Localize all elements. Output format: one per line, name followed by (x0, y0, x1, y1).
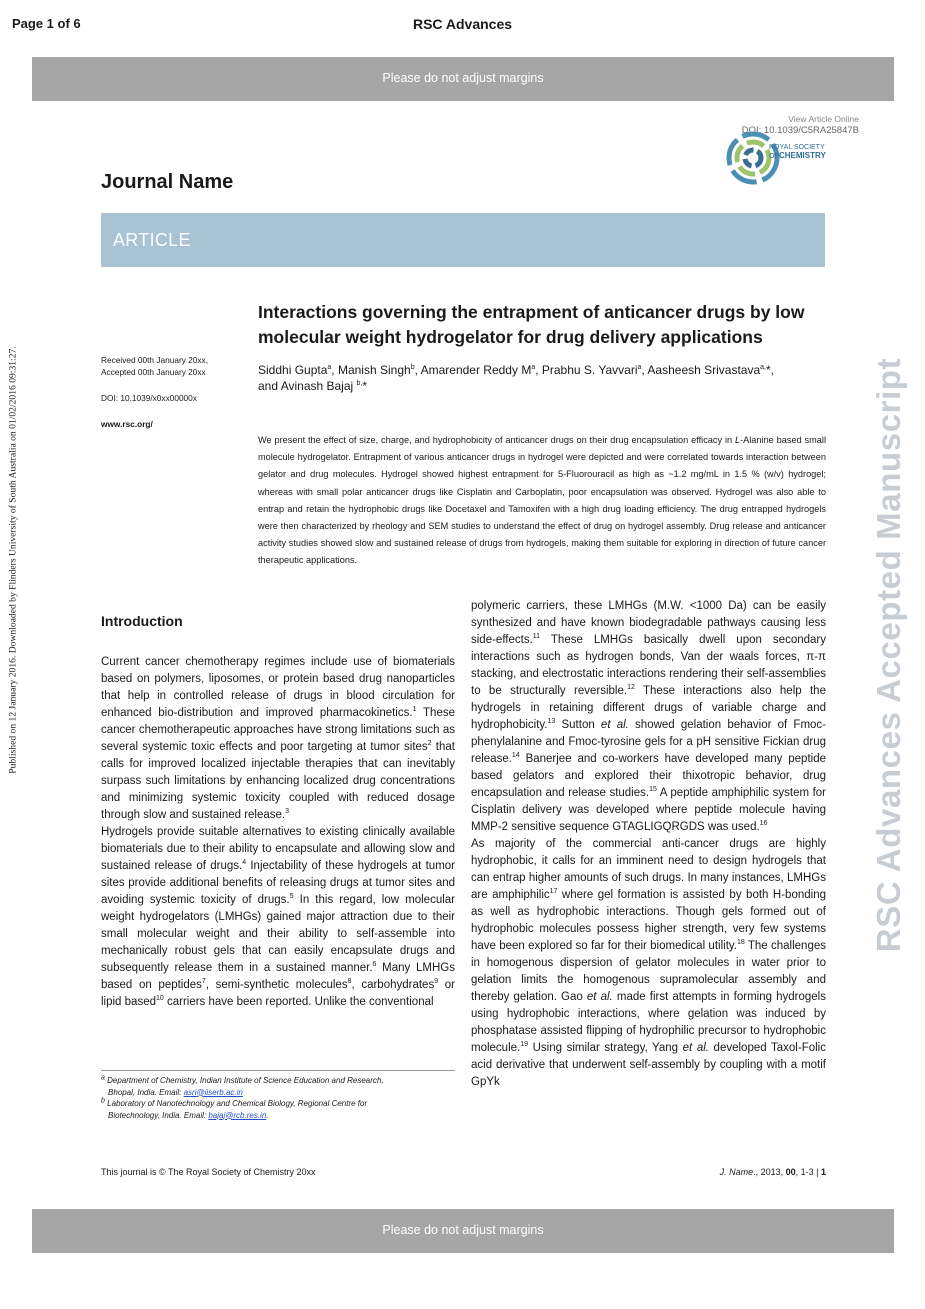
footnote-a: $^a$ Department of Chemistry, Indian Institute of Science Education and Research, (101, 1074, 384, 1085)
affiliation-footnotes: $^a$ Department of Chemistry, Indian Institute of Science Education and Research, Bhopal, India. Email: asri@iiserb.ac.in $^b$ Laboratory of Nanotechnology and Chemical Biology, Regional Centre for Biotechnology, India. Email: bajaj@rcb.res.in. (101, 1075, 461, 1121)
doi-online-link[interactable]: DOI: 10.1039/C5RA25847B (741, 125, 859, 136)
paragraph: Hydrogels provide suitable alternatives to existing clinically available biomaterials due to their ability to encapsulate and allowing slow and sustained release of drugs.$^4$ Injectability of these hydrogels at tumor sites provide additional benefits of releasing drugs at tumor sites and avoiding systemic toxicity of drugs.$^5$ In this regard, low molecular weight hydrogelators (LMHGs) gained major attraction due to their small molecular weight and their ability to self-assemble into mechanically robust gels that can easily encapsulate drugs and subsequently release them in a sustained manner.$^6$ Many LMHGs based on peptides$^7$, semi-synthetic molecules$^8$, carbohydrates$^9$ or lipid based$^{10}$ carriers have been reported. Unlike the conventional (101, 826, 456, 1008)
received-date: Received 00th January 20xx, (101, 355, 209, 365)
paragraph: polymeric carriers, these LMHGs (M.W. <1000 Da) can be easily synthesized and have known biodegradable pathways causing less side-effects.$^{11}$ These LMHGs basically dwell upon secondary interactions such as hydrogen bonds, Van der waals forces, π-π stacking, and electrostatic interactions rendering their self-assemblies to be structurally reversible.$^{12}$ These interactions also help the hydrogels in retaining different drugs of variable charge and hydrophobicity.$^{13}$ Sutton et al. showed gelation behavior of Fmoc-phenylalanine and Fmoc-tyrosine gels for a pH sensitive Fickian drug release.$^{14}$ Banerjee and co-workers have developed many peptide based gelators and explored their thixotropic behavior, drug encapsulation and release studies.$^{15}$ A peptide amphiphilic system for Cisplatin delivery was developed where peptide molecule having MMP-2 sensitive sequence GTAGLIGQRGDS was used.$^{16}$ (471, 600, 827, 833)
body-column-right (471, 598, 826, 1091)
paragraph: As majority of the commercial anti-cancer drugs are highly hydrophobic, it calls for an imminent need to design hydrogels that can entrap higher amounts of such drugs. In many instances, LMHGs are amphiphilic$^{17}$ where gel formation is assisted by both H-bonding as well as hydrophobic interactions. Though gels formed out of hydrophobic molecules possess higher strength, very few systems have been explored so far for their biomedical utility.$^{18}$ The challenges in homogenous dispersion of gelator molecules in water prior to gelation limits the homogenous supramolecular assembly and thereby gelation. Gao et al. made first attempts in forming hydrogels using hydrophobic interactions, where gelation was induced by phosphatase assisted flipping of hydrophilic precursor to hydrophobic molecule.$^{19}$ Using similar strategy, Yang et al. developed Taxol-Folic acid derivative that underwent self-assembly by coupling with a motif GpYk (471, 838, 826, 1088)
view-article-online-link[interactable]: View Article Online (788, 114, 859, 124)
footnote-b: $^b$ Laboratory of Nanotechnology and Chemical Biology, Regional Centre for (101, 1097, 368, 1108)
article-banner (101, 213, 825, 267)
margin-notice-bottom: Please do not adjust margins (32, 1209, 894, 1253)
logo-line-2: OF (769, 153, 779, 160)
article-doi: DOI: 10.1039/x0xx00000x (101, 393, 197, 403)
accepted-date: Accepted 00th January 20xx (101, 367, 206, 377)
author-list: Siddhi Gupta$^a$, Manish Singh$^b$, Amarender Reddy $M^a$, Prabhu S. Yavvari$^a$, Aasheesh Srivastava$^{a,}$*, and Avinash Bajaj $^{b,}$* (258, 363, 774, 393)
email-link-a[interactable]: asri@iiserb.ac.in (183, 1087, 243, 1097)
body-column-left (101, 654, 455, 1011)
footnote-divider (101, 1070, 455, 1071)
logo-line-1: ROYAL SOCIETY (769, 144, 825, 151)
page-counter: Page 1 of 6 (12, 16, 81, 31)
margin-notice-top: Please do not adjust margins (32, 57, 894, 101)
journal-header-title: RSC Advances (412, 16, 513, 32)
article-type-label: ARTICLE (113, 230, 191, 250)
received-dates (101, 354, 208, 378)
copyright-footer: This journal is © The Royal Society of Chemistry 20xx (101, 1167, 316, 1177)
article-title: Interactions governing the entrapment of anticancer drugs by low molecular weight hydrogelator for drug delivery applications (258, 302, 805, 347)
email-link-b[interactable]: bajaj@rcb.res.in (208, 1110, 267, 1120)
introduction-heading: Introduction (101, 613, 183, 629)
paragraph: Current cancer chemotherapy regimes include use of biomaterials based on polymers, liposomes, or protein based drug nanoparticles that help in controlled release of drugs in blood circulation for enhanced bio-distribution and improved pharmacokinetics.$^1$ These cancer chemotherapeutic approaches have strong limitations such as several systemic toxic effects and poor targeting at tumor sites$^2$ that calls for improved localized injectable therapies that can inevitably surpass such limitations by enhancing localized drug concentrations and minimizing systemic toxicity coupled with reduced dosage through slow and sustained release.$^3$ (101, 656, 455, 821)
logo-line-3: CHEMISTRY (779, 151, 826, 160)
abstract: We present the effect of size, charge, and hydrophobicity of anticancer drugs on their drug encapsulation efficacy in L-Alanine based small molecule hydrogelator. Entrapment of various anticancer drugs in hydrogel were depicted and were correlated towards interaction between gelator and drug molecules. Hydrogel showed highest entrapment for 5-Fluorouracil as high as ~1.2 mg/mL in 1.5 % (w/v) hydrogel; whereas with small polar anticancer drugs like Cisplatin and Carboplatin, poor encapsulation was observed. Hydrogel was also able to entrap and retain the hydrophobic drugs like Docetaxel and Tamoxifen with a high drug loading efficiency. The drug entrapped hydrogels were then characterized by rheology and SEM studies to understand the effect of drug on hydrogel assembly. Drug release and anticancer activity studies showed slow and sustained release of drugs from hydrogels, making them suitable for exploring in direction of future cancer therapeutic applications. (258, 435, 826, 566)
ribbon-text: RSC Advances Accepted Manuscript (870, 357, 907, 953)
rsc-website-link[interactable]: www.rsc.org/ (101, 419, 153, 429)
side-note-text: Published on 12 January 2016. Downloaded by Flinders University of South Australia on 01/02/2016 09:31:27. (7, 346, 19, 774)
rsc-logo-icon (722, 127, 832, 189)
citation-footer: J. Name., 2013, 00, 1-3 | 1 (719, 1167, 826, 1177)
journal-name: Journal Name (101, 171, 234, 193)
